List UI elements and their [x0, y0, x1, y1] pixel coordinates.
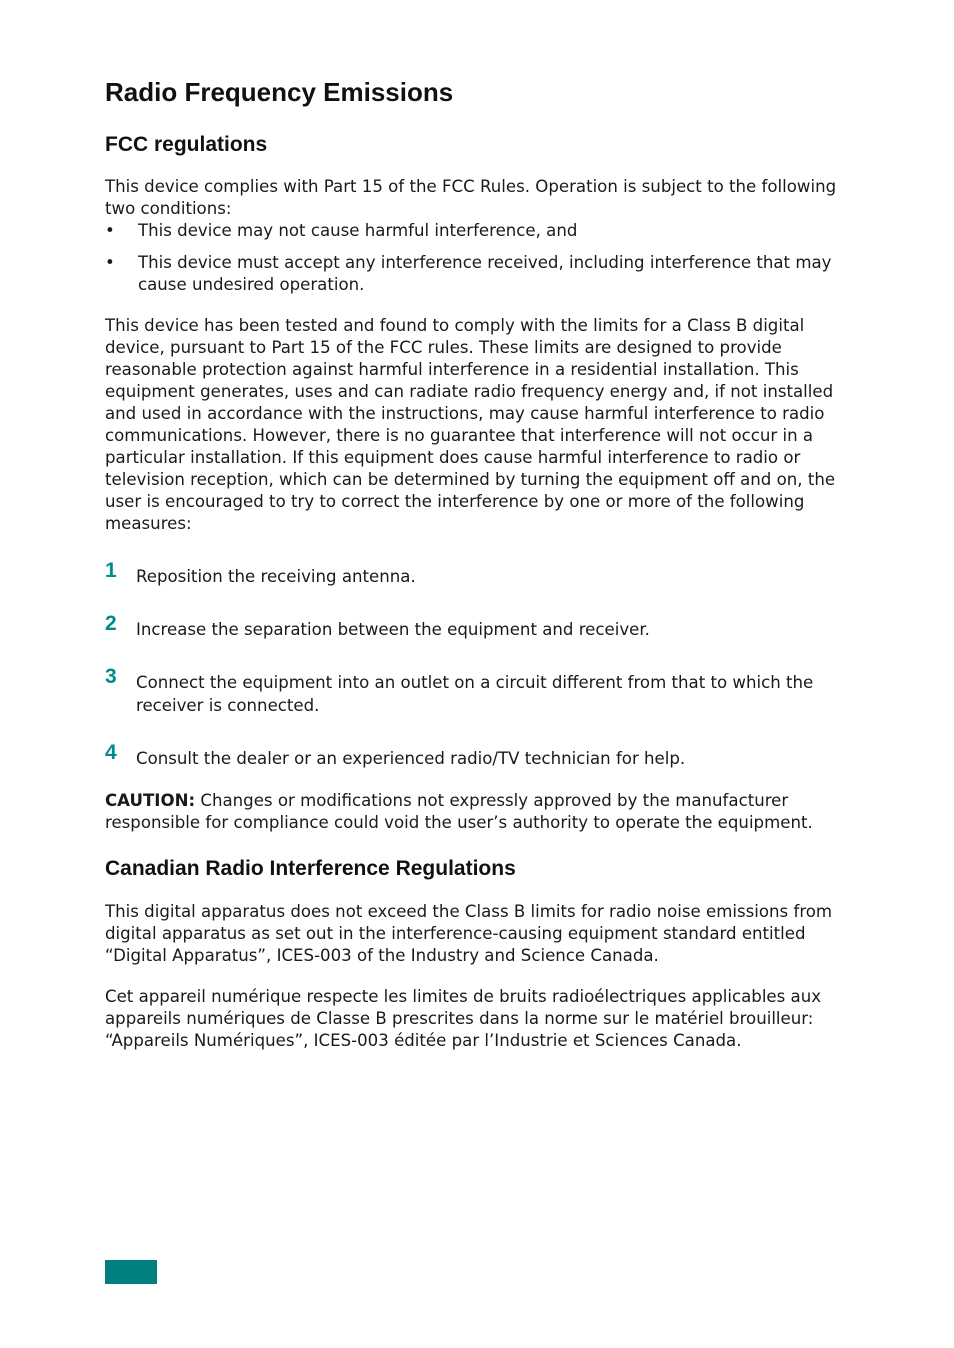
- canada-french-paragraph: Cet appareil numérique respecte les limites de bruits radioélectriques applicables aux appareils numériques de Classe B prescrites dans la norme sur le matériel brouilleur: “Appareils Numériques”, ICES-003 éditée par l’Industrie et Sciences Canada.: [105, 987, 822, 1050]
- fcc-intro-paragraph: This device complies with Part 15 of the FCC Rules. Operation is subject to the following two conditions:: [105, 177, 837, 218]
- section-heading-canada: Canadian Radio Interference Regulations: [105, 857, 516, 880]
- step-text: Consult the dealer or an experienced radio/TV technician for help.: [136, 749, 686, 768]
- section-heading-fcc: FCC regulations: [105, 133, 268, 156]
- step-item: [105, 612, 855, 641]
- step-text: Connect the equipment into an outlet on a circuit different from that to which the receiver is connected.: [136, 673, 814, 715]
- caution-label: CAUTION:: [105, 791, 196, 810]
- page-title: Radio Frequency Emissions: [105, 77, 454, 107]
- list-item-text: This device must accept any interference received, including interference that may cause undesired operation.: [138, 253, 832, 294]
- caution-text: Changes or modifications not expressly approved by the manufacturer responsible for compliance could void the user’s authority to operate the equipment.: [105, 791, 813, 832]
- list-item: [105, 220, 855, 242]
- caution-paragraph: [105, 790, 855, 834]
- bullet-icon: •: [105, 221, 115, 240]
- step-number: 1: [105, 559, 117, 582]
- conditions-list: [105, 220, 855, 296]
- canada-english-paragraph: This digital apparatus does not exceed the Class B limits for radio noise emissions from digital apparatus as set out in the interference-causing equipment standard entitled “Digital Apparatus”, ICES-003 of the Industry and Science Canada.: [105, 902, 833, 965]
- measures-list: [105, 559, 855, 770]
- step-item: [105, 665, 855, 717]
- step-number: 4: [105, 741, 117, 764]
- page-content: [105, 74, 855, 1052]
- step-number: 2: [105, 612, 117, 635]
- list-item: [105, 252, 855, 296]
- page-tab-marker: [105, 1260, 157, 1284]
- list-item-text: This device may not cause harmful interference, and: [138, 221, 578, 240]
- step-number: 3: [105, 665, 117, 688]
- fcc-body-paragraph: This device has been tested and found to comply with the limits for a Class B digital device, pursuant to Part 15 of the FCC rules. These limits are designed to provide reasonable protection against harmful interference in a residential installation. This equipment generates, uses and can radiate radio frequency energy and, if not installed and used in accordance with the instructions, may cause harmful interference to radio communications. However, there is no guarantee that interference will not occur in a particular installation. If this equipment does cause harmful interference to radio or television reception, which can be determined by turning the equipment off and on, the user is encouraged to try to correct the interference by one or more of the following measures:: [105, 316, 836, 533]
- step-item: [105, 559, 855, 588]
- bullet-icon: •: [105, 253, 115, 272]
- step-text: Increase the separation between the equipment and receiver.: [136, 620, 650, 639]
- step-text: Reposition the receiving antenna.: [136, 567, 416, 586]
- step-item: [105, 741, 855, 770]
